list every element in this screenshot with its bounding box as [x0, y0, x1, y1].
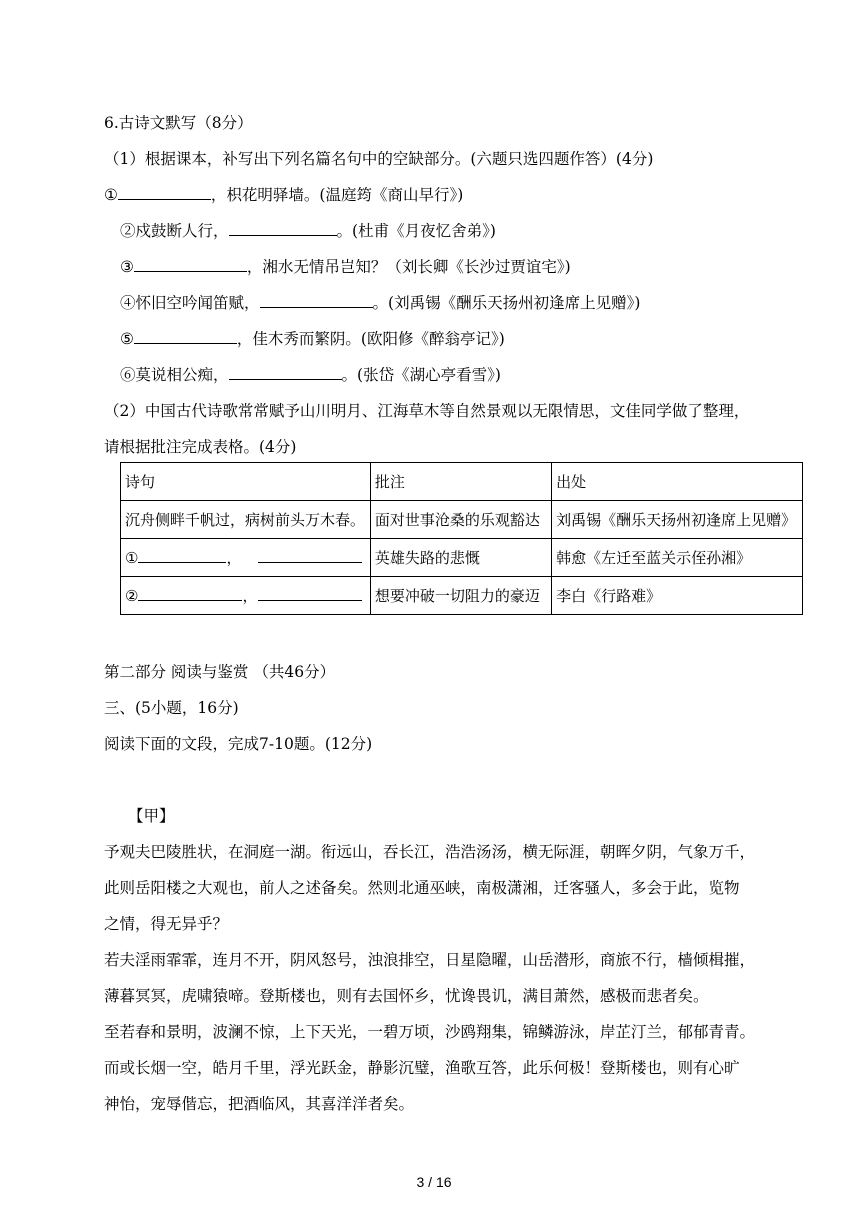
part2-instruction-line2: 请根据批注完成表格。(4分): [104, 438, 297, 456]
fill-item-suffix: ，湘水无情吊岂知？（刘长卿《长沙过贾谊宅》): [246, 258, 571, 276]
passage-line: 此则岳阳楼之大观也，前人之述备矣。然则北通巫峡，南极潇湘，迁客骚人，多会于此，览物: [104, 879, 740, 897]
fill-item-prefix: ⑤: [120, 330, 134, 348]
answer-blank[interactable]: [229, 365, 342, 380]
poem-cell: 沉舟侧畔千帆过，病树前头万木春。: [121, 501, 371, 539]
row-separator: ，: [226, 549, 242, 567]
header-poem: 诗句: [121, 463, 371, 501]
passage-line: 薄暮冥冥，虎啸猿啼。登斯楼也，则有去国怀乡，忧谗畏讥，满目萧然，感极而悲者矣。: [104, 987, 709, 1005]
section-2-title: 第二部分 阅读与鉴赏 （共46分）: [104, 663, 336, 681]
section-3-title: 三、(5小题，16分): [104, 699, 239, 717]
answer-blank[interactable]: [260, 293, 373, 308]
table-row: [121, 577, 803, 615]
row-prefix: ①: [125, 549, 139, 567]
fill-item-4: [120, 293, 640, 313]
passage-line: 神怡，宠辱偕忘，把酒临风，其喜洋洋者矣。: [104, 1095, 415, 1113]
note-cell: 面对世事沧桑的乐观豁达: [370, 501, 551, 539]
fill-item-suffix: 。(刘禹锡《酬乐天扬州初逢席上见赠》): [372, 294, 641, 312]
passage-line: 之情，得无异乎？: [104, 915, 229, 933]
header-note: 批注: [370, 463, 551, 501]
fill-item-suffix: 。(杜甫《月夜忆舍弟》): [336, 222, 496, 240]
fill-item-1: [104, 185, 463, 205]
fill-item-suffix: ，枳花明驿墙。(温庭筠《商山早行》): [210, 186, 464, 204]
fill-item-5: [120, 329, 505, 349]
passage-line: 予观夫巴陵胜状，在洞庭一湖。衔远山，吞长江，浩浩汤汤，横无际涯，朝晖夕阴，气象万千，: [104, 843, 756, 861]
passage-line: 而或长烟一空，皓月千里，浮光跃金，静影沉璧，渔歌互答，此乐何极！登斯楼也，则有心旷: [104, 1059, 740, 1077]
table-row: [121, 501, 803, 539]
fill-item-6: [120, 365, 501, 385]
fill-item-prefix: ③: [120, 258, 134, 276]
row-prefix: ②: [125, 587, 139, 605]
note-cell: 想要冲破一切阻力的豪迈: [370, 577, 551, 615]
fill-item-prefix: ⑥莫说相公痴，: [120, 366, 229, 384]
question-6-title: 6.古诗文默写（8分）: [104, 114, 253, 132]
page-number: 3 / 16: [416, 1174, 452, 1190]
fill-item-2: [120, 221, 496, 241]
reading-instruction: 阅读下面的文段，完成7-10题。(12分): [104, 735, 373, 753]
part1-instruction: （1）根据课本，补写出下列名篇名句中的空缺部分。(六题只选四题作答）(4分): [104, 150, 654, 168]
fill-item-prefix: ①: [104, 186, 118, 204]
part2-instruction-line1: （2）中国古代诗歌常常赋予山川明月、江海草木等自然景观以无限情思，文佳同学做了整理，: [104, 402, 750, 420]
header-source: 出处: [552, 463, 803, 501]
poem-cell: [121, 539, 371, 577]
passage-line: 若夫淫雨霏霏，连月不开，阴风怒号，浊浪排空，日星隐曜，山岳潜形，商旅不行，樯倾楫摧，: [104, 951, 756, 969]
fill-item-3: [120, 257, 571, 277]
table-row: [121, 539, 803, 577]
answer-blank[interactable]: [134, 257, 247, 272]
answer-blank[interactable]: [258, 548, 362, 563]
fill-item-suffix: 。(张岱《湖心亭看雪》): [341, 366, 501, 384]
poem-table: [120, 462, 803, 615]
answer-blank[interactable]: [138, 586, 242, 601]
fill-item-prefix: ④怀旧空吟闻笛赋，: [120, 294, 260, 312]
source-cell: 李白《行路难》: [552, 577, 803, 615]
row-separator: ，: [242, 587, 258, 605]
source-cell: 刘禹锡《酬乐天扬州初逢席上见赠》: [552, 501, 803, 539]
fill-item-prefix: ②戍鼓断人行，: [120, 222, 229, 240]
fill-item-suffix: ，佳木秀而繁阴。(欧阳修《醉翁亭记》): [236, 330, 505, 348]
passage-jia-label: 【甲】: [128, 807, 175, 825]
note-cell: 英雄失路的悲慨: [370, 539, 551, 577]
answer-blank[interactable]: [134, 329, 237, 344]
table-header-row: [121, 463, 803, 501]
source-cell: 韩愈《左迁至蓝关示侄孙湘》: [552, 539, 803, 577]
passage-line: 至若春和景明，波澜不惊，上下天光，一碧万顷，沙鸥翔集，锦鳞游泳，岸芷汀兰，郁郁青青。: [104, 1023, 756, 1041]
answer-blank[interactable]: [138, 548, 226, 563]
answer-blank[interactable]: [229, 221, 337, 236]
answer-blank[interactable]: [118, 185, 211, 200]
poem-cell: [121, 577, 371, 615]
answer-blank[interactable]: [258, 586, 362, 601]
